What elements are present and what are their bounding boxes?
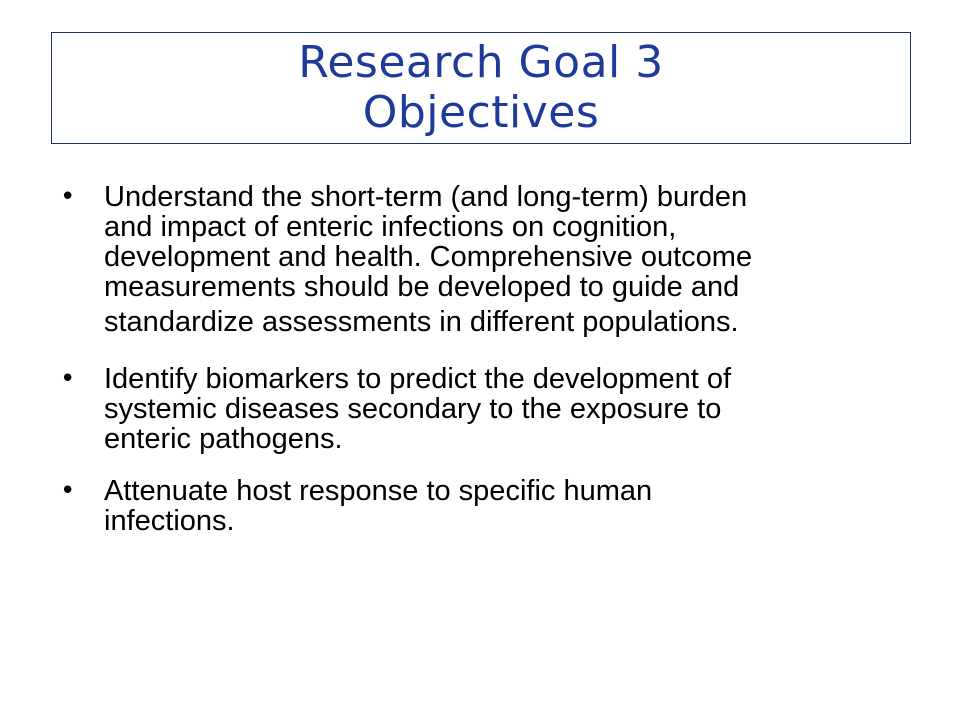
slide-title-line-2: Objectives xyxy=(362,87,600,138)
bullet-text-line: infections. xyxy=(104,505,235,537)
bullet-text-line: development and health. Comprehensive outcome xyxy=(104,241,753,273)
bullet-list xyxy=(0,182,960,558)
bullet-text-line: Understand the short-term (and long-term) burden xyxy=(104,181,748,213)
bullet-dot-icon: • xyxy=(60,182,76,212)
bullet-text-line: systemic diseases secondary to the exposure to xyxy=(104,393,722,425)
bullet-item-biomarkers xyxy=(0,364,960,454)
bullet-text-line: Attenuate host response to specific human xyxy=(104,475,653,507)
title-box xyxy=(51,32,911,144)
bullet-dot-icon: • xyxy=(60,364,76,394)
bullet-item-cognition-burden xyxy=(0,182,960,342)
bullet-item-host-response xyxy=(0,476,960,536)
bullet-text-line: standardize assessments in different populations. xyxy=(104,306,739,338)
bullet-text-line: and impact of enteric infections on cognition, xyxy=(104,211,677,243)
bullet-dot-icon: • xyxy=(60,476,76,506)
slide-title-line-1: Research Goal 3 xyxy=(298,37,664,88)
bullet-text-line: measurements should be developed to guide and xyxy=(104,271,740,303)
bullet-text-line: Identify biomarkers to predict the development of xyxy=(104,363,732,395)
bullet-text-line: enteric pathogens. xyxy=(104,423,343,455)
